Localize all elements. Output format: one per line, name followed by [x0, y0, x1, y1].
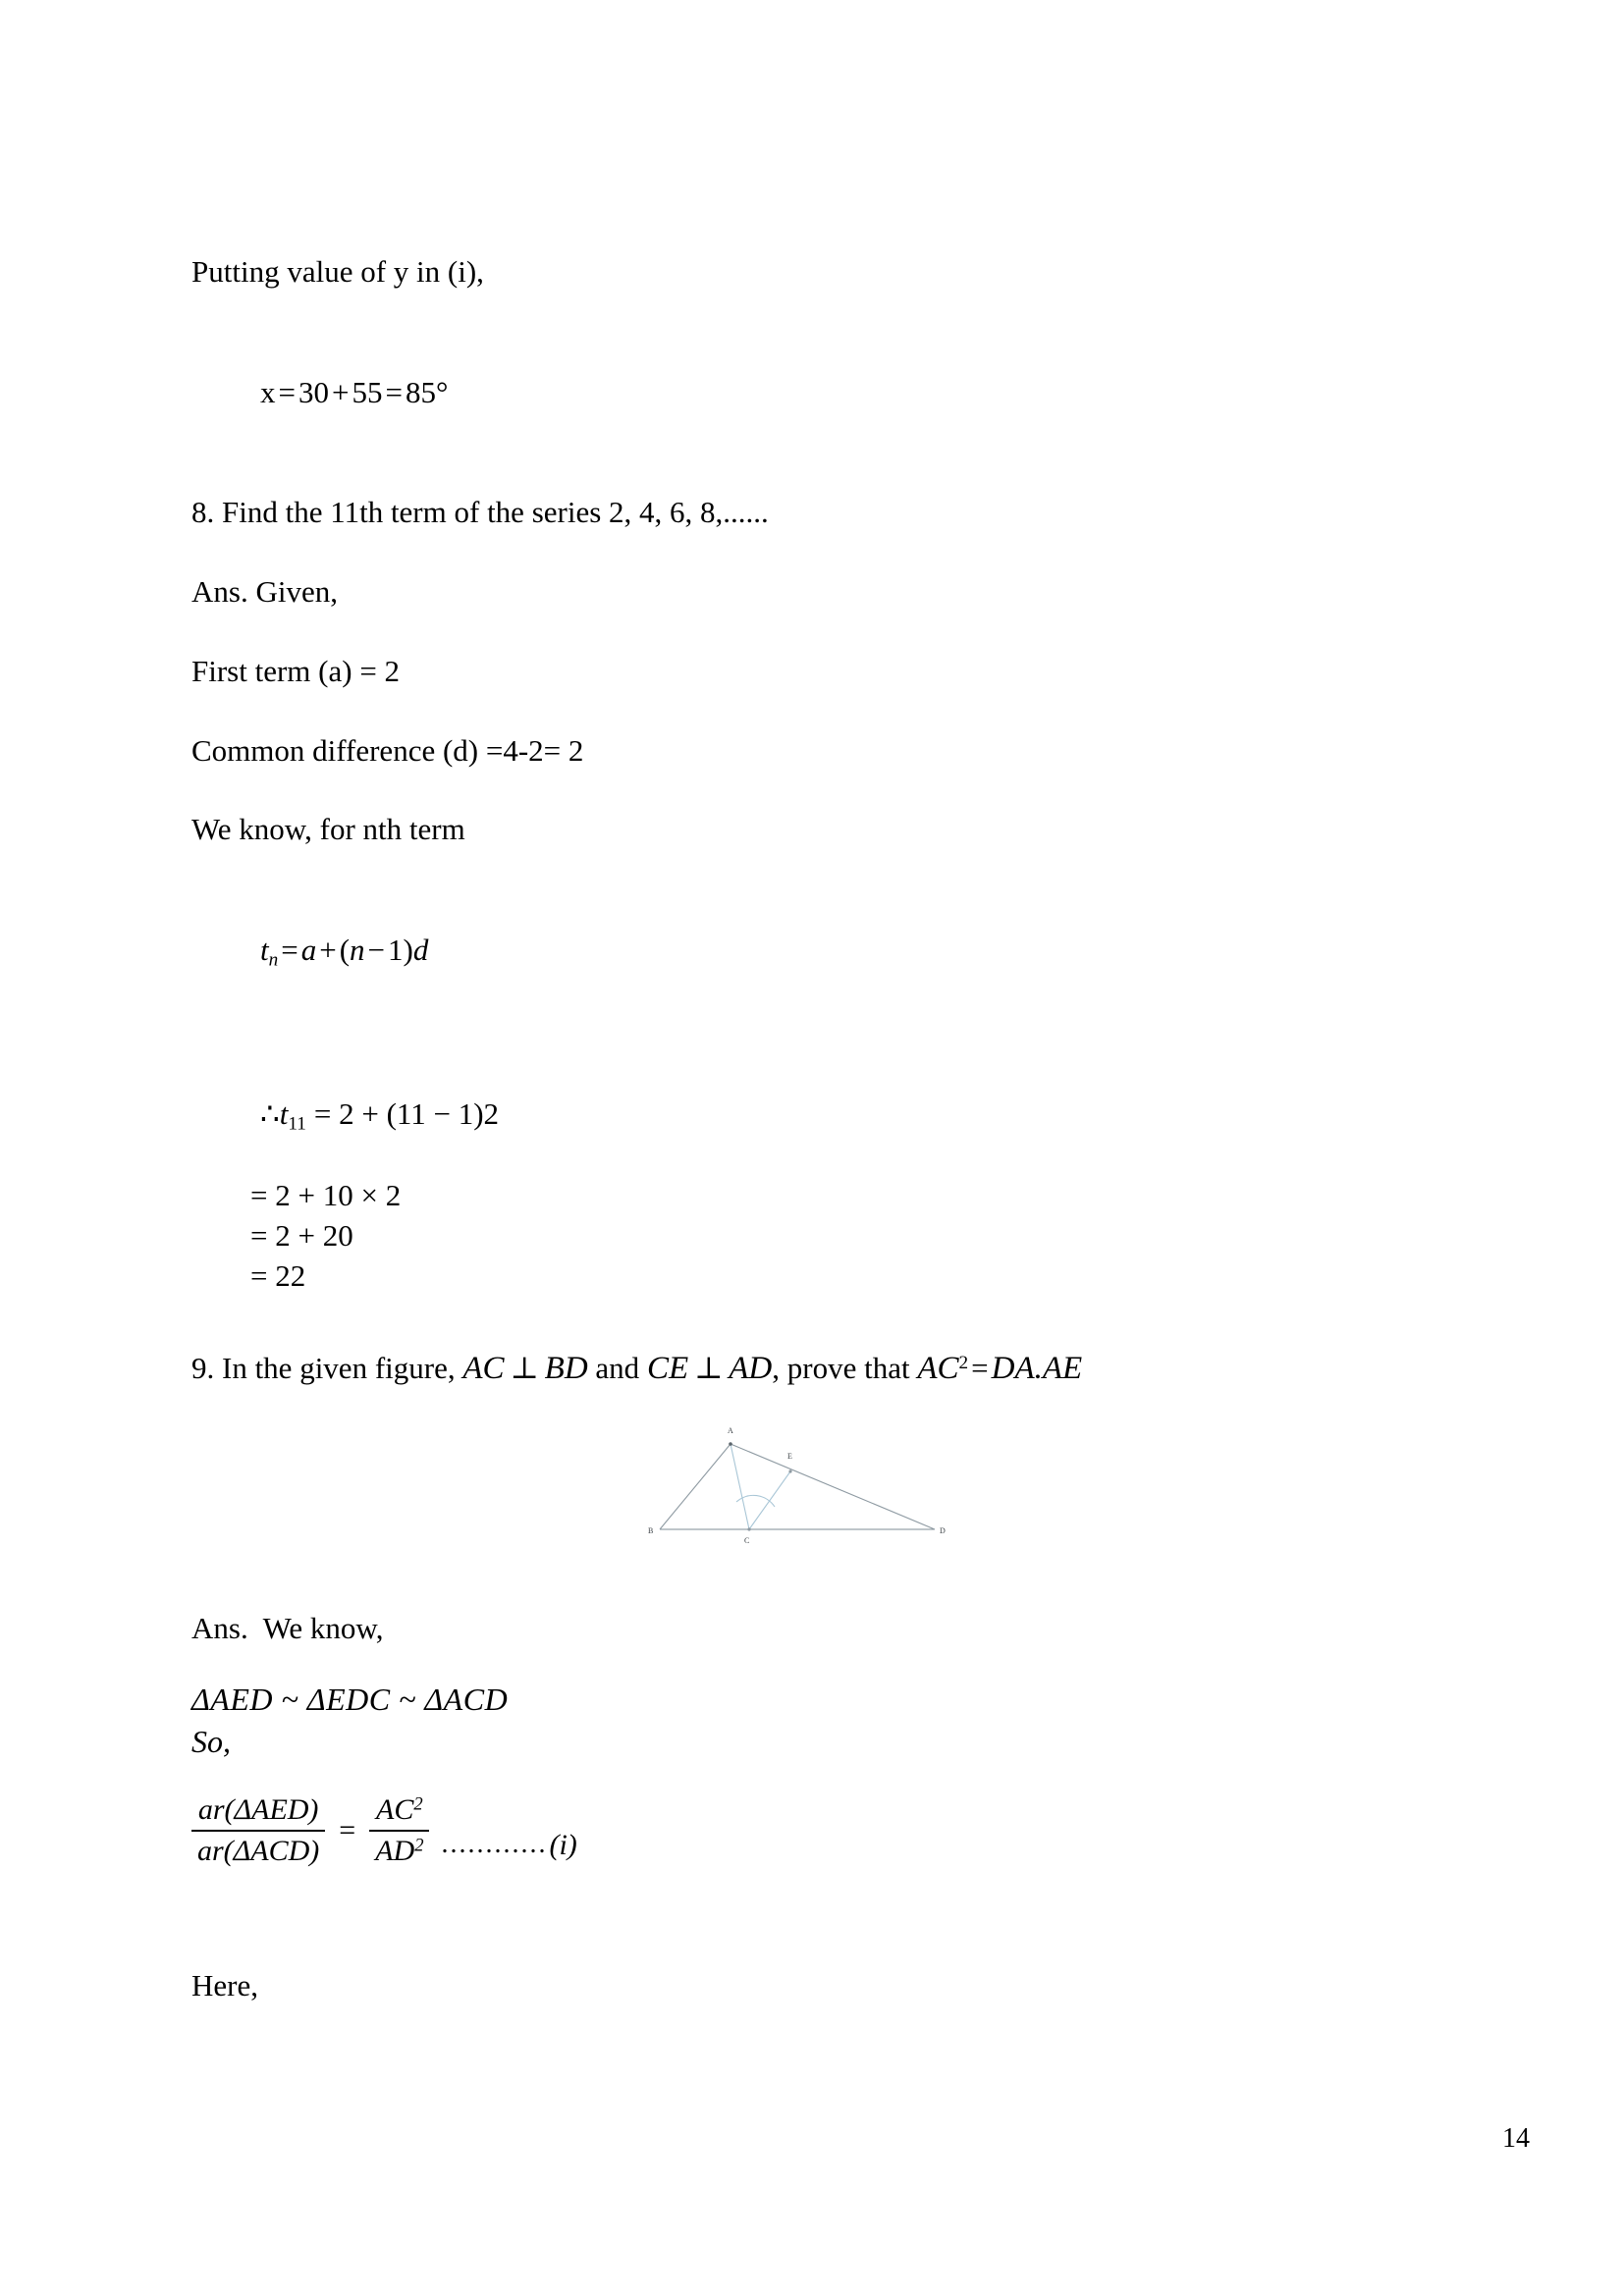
formula-one: 1 [388, 933, 404, 968]
fraction-right-num-base: AC [376, 1793, 414, 1827]
fraction-right [369, 1790, 429, 1870]
q9-prove: , prove that [772, 1351, 910, 1386]
perpendicular-icon: ⊥ [510, 1351, 539, 1386]
segment-ac [731, 1444, 749, 1529]
answer-9-here: Here, [191, 1967, 258, 2002]
question-9-text [191, 1348, 1438, 1390]
answer-8-we-know: We know, for nth term [191, 812, 465, 847]
answer-9-similar-triangles: ΔAED ~ ΔEDC ~ ΔACD [191, 1681, 509, 1717]
formula-nth-term [191, 890, 1438, 1013]
eq-x-term2: 55 [352, 374, 383, 409]
fraction-left-numerator: ar(ΔAED) [197, 1793, 319, 1827]
answer-8-common-difference: Common difference (d) =4-2= 2 [191, 732, 584, 768]
question-9-number: 9. In the given figure, [191, 1351, 456, 1386]
figure-label-d: D [940, 1525, 946, 1535]
calc-step-t: t [279, 1095, 289, 1131]
figure-label-b: B [648, 1525, 654, 1535]
fraction-right-num-exponent: 2 [413, 1793, 423, 1815]
triangle-diagram-svg [638, 1412, 972, 1554]
fraction-right-den-base: AD [375, 1834, 415, 1867]
fraction-right-numerator [370, 1790, 429, 1829]
eq-x-equals-1: = [278, 374, 296, 409]
fraction-left [191, 1790, 325, 1870]
calc-step-row: = 2 + 20 [250, 1218, 353, 1254]
calc-step-row [199, 1054, 1438, 1177]
q9-and: and [595, 1351, 640, 1386]
fraction-right-den-exponent: 2 [414, 1835, 424, 1855]
page-number: 14 [1502, 2123, 1530, 2154]
formula-a: a [300, 933, 317, 968]
eq-x-lhs: x [260, 374, 276, 409]
answer-9-so: So, [191, 1723, 231, 1759]
calculation-steps [191, 1054, 1438, 1297]
perpendicular-icon: ⊥ [694, 1351, 724, 1386]
formula-t: t [260, 933, 269, 968]
page-content [191, 253, 1438, 2003]
calc-step-row: = 2 + 10 × 2 [250, 1178, 402, 1213]
geometry-figure [191, 1412, 1438, 1559]
q9-bd: BD [544, 1351, 588, 1387]
area-ratio-equation [191, 1776, 1438, 1886]
figure-label-c: C [744, 1535, 750, 1545]
q9-ad: AD [729, 1351, 773, 1387]
eq-x-plus: + [331, 374, 350, 409]
formula-n: n [350, 933, 365, 968]
figure-label-e: E [787, 1451, 792, 1461]
q9-claim-base: AC [917, 1351, 959, 1387]
answer-8-intro: Ans. Given, [191, 574, 338, 610]
q9-claim-exponent: 2 [958, 1353, 969, 1374]
paragraph-putting-value: Putting value of y in (i), [191, 254, 484, 289]
calc-step-row: = 22 [250, 1258, 306, 1294]
figure-label-a: A [728, 1425, 733, 1435]
q9-ce: CE [646, 1351, 689, 1387]
equation-x-value [191, 333, 1438, 454]
calc-step-prefix: ∴ [260, 1095, 280, 1131]
fraction-equals: = [339, 1813, 356, 1846]
formula-paren-open: ( [339, 933, 351, 968]
answer-8-first-term: First term (a) = 2 [191, 653, 401, 688]
q9-ac: AC [462, 1351, 505, 1387]
formula-equals: = [281, 933, 298, 968]
q9-claim-equals: = [971, 1351, 989, 1386]
formula-minus: − [367, 933, 386, 968]
formula-plus: + [319, 933, 337, 968]
vertex-point-e [788, 1469, 791, 1472]
formula-paren-close: ) [403, 933, 413, 968]
fraction-left-denominator: ar(ΔACD) [197, 1834, 320, 1867]
fraction-right-denominator [369, 1832, 429, 1870]
answer-9-intro: Ans. We know, [191, 1610, 384, 1645]
equation-reference-label: (i) [549, 1828, 577, 1861]
vertex-point-c [747, 1527, 750, 1530]
vertex-point-a [729, 1442, 732, 1446]
segment-ce [749, 1471, 790, 1529]
segment-ba [660, 1444, 731, 1529]
eq-x-equals-2: = [385, 374, 403, 409]
formula-t-subscript: n [268, 949, 279, 971]
eq-x-term1: 30 [298, 374, 329, 409]
q9-claim-rhs: DA.AE [991, 1351, 1083, 1387]
calc-step-subscript: 11 [288, 1113, 306, 1135]
formula-d: d [412, 933, 429, 968]
eq-x-result: 85° [405, 374, 449, 409]
segment-ad [731, 1444, 935, 1529]
equation-leader-dots: ............ [441, 1828, 548, 1859]
question-8-text: 8. Find the 11th term of the series 2, 4, 6, 8,...... [191, 495, 769, 530]
calc-step-rest: = 2 + (11 − 1)2 [313, 1095, 500, 1131]
